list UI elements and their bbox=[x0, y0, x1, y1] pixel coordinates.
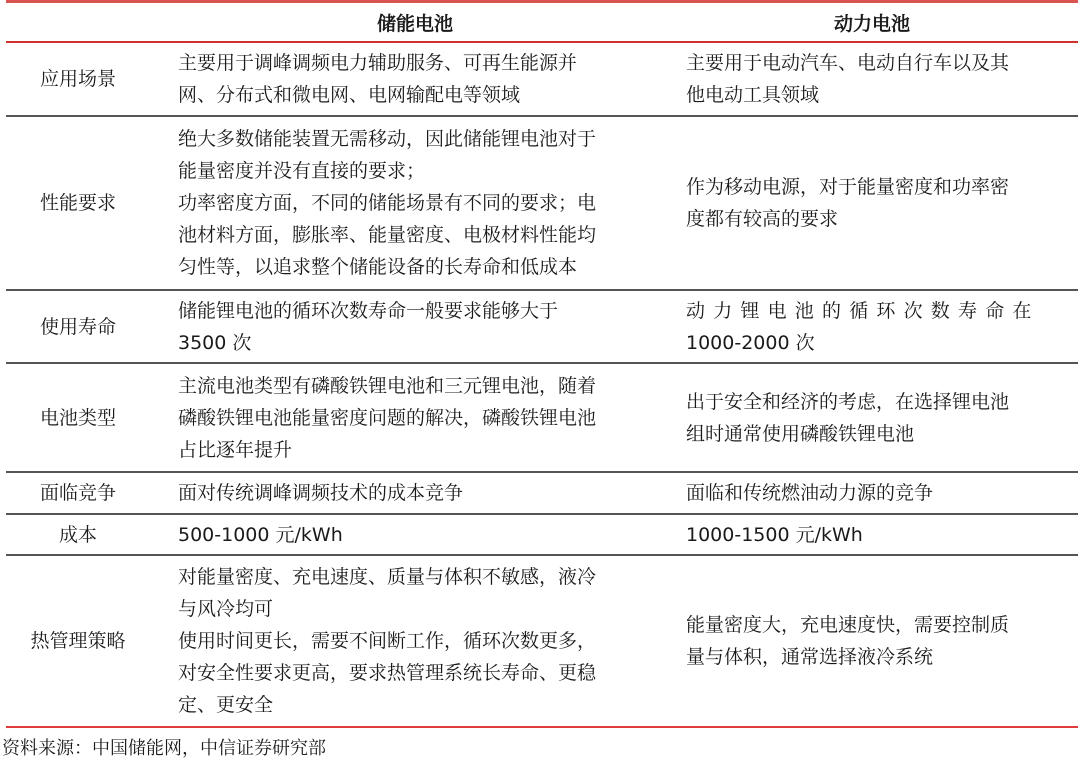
cell-text-line: 作为移动电源，对于能量密度和功率密 bbox=[686, 176, 1010, 198]
cell-text-line: 对安全性要求更高，要求热管理系统长寿命、更稳 bbox=[178, 662, 597, 684]
header-power-battery: 动力电池 bbox=[833, 12, 910, 35]
power-cell bbox=[666, 290, 1078, 363]
storage-cell bbox=[164, 116, 666, 290]
cell-text-line: 储能锂电池的循环次数寿命一般要求能够大于 bbox=[178, 299, 559, 322]
cell-text-line: 1000-2000 次 bbox=[686, 331, 815, 354]
cell-text-line: 使用时间更长，需要不间断工作，循环次数更多， bbox=[178, 630, 597, 652]
cell-text-line: 面对传统调峰调频技术的成本竞争 bbox=[178, 482, 464, 504]
row-label: 成本 bbox=[58, 523, 97, 546]
table-row-cost bbox=[6, 514, 1078, 555]
header-storage-battery: 储能电池 bbox=[376, 12, 453, 35]
table-row-performance bbox=[6, 116, 1078, 290]
cell-text-line: 组时通常使用磷酸铁锂电池 bbox=[686, 422, 915, 445]
row-label: 电池类型 bbox=[39, 406, 116, 429]
cell-text-line: 磷酸铁锂电池能量密度问题的解决，磷酸铁锂电池 bbox=[178, 406, 597, 429]
cell-text-line: 能量密度大，充电速度快，需要控制质 bbox=[686, 614, 1010, 636]
storage-cell bbox=[164, 290, 666, 363]
cell-text-line: 他电动工具领域 bbox=[686, 84, 820, 106]
storage-cell bbox=[164, 555, 666, 727]
cell-text-line: 匀性等，以追求整个储能设备的长寿命和低成本 bbox=[178, 256, 578, 278]
cell-text-line: 与风冷均可 bbox=[178, 598, 274, 620]
battery-comparison-table bbox=[6, 0, 1078, 728]
cell-text-line: 功率密度方面，不同的储能场景有不同的要求；电 bbox=[178, 192, 597, 214]
cell-text-line: 主要用于调峰调频电力辅助服务、可再生能源并 bbox=[178, 52, 578, 74]
row-label: 性能要求 bbox=[39, 192, 116, 214]
power-cell bbox=[666, 555, 1078, 727]
cell-text-line: 对能量密度、充电速度、质量与体积不敏感，液冷 bbox=[178, 566, 597, 588]
cell-text-line: 动力锂电池的循环次数寿命在 bbox=[686, 299, 1040, 322]
cell-text-line: 3500 次 bbox=[178, 331, 252, 354]
table-row-competition bbox=[6, 472, 1078, 514]
table-row-lifespan bbox=[6, 290, 1078, 363]
storage-cell bbox=[164, 363, 666, 472]
storage-cell bbox=[164, 472, 666, 514]
cell-text-line: 绝大多数储能装置无需移动，因此储能锂电池对于 bbox=[178, 128, 597, 150]
cell-text-line: 主流电池类型有磷酸铁锂电池和三元锂电池，随着 bbox=[178, 374, 597, 397]
storage-cell bbox=[164, 514, 666, 555]
cell-text-line: 能量密度并没有直接的要求； bbox=[178, 160, 426, 182]
table-row-application bbox=[6, 42, 1078, 116]
cell-text-line: 度都有较高的要求 bbox=[686, 208, 839, 230]
row-label: 面临竞争 bbox=[39, 482, 116, 504]
cell-text-line: 面临和传统燃油动力源的竞争 bbox=[686, 482, 934, 504]
row-label: 使用寿命 bbox=[39, 315, 116, 338]
table-header bbox=[6, 2, 1078, 43]
header-label-column bbox=[6, 2, 164, 43]
source-note: 资料来源：中国储能网，中信证券研究部 bbox=[2, 738, 326, 759]
comparison-table-container bbox=[6, 0, 1078, 728]
row-label: 应用场景 bbox=[39, 68, 116, 90]
cell-text-line: 占比逐年提升 bbox=[178, 438, 293, 461]
cell-text-line: 池材料方面，膨胀率、能量密度、电极材料性能均 bbox=[178, 224, 597, 246]
table-row-battery-type bbox=[6, 363, 1078, 472]
cell-text-line: 量与体积，通常选择液冷系统 bbox=[686, 646, 934, 668]
cell-text-line: 1000-1500 元/kWh bbox=[686, 523, 863, 546]
header-row bbox=[6, 2, 1078, 43]
row-label: 热管理策略 bbox=[30, 630, 126, 652]
power-cell bbox=[666, 363, 1078, 472]
cell-text-line: 主要用于电动汽车、电动自行车以及其 bbox=[686, 52, 1010, 74]
power-cell bbox=[666, 116, 1078, 290]
power-cell bbox=[666, 472, 1078, 514]
storage-cell bbox=[164, 42, 666, 116]
table-body bbox=[6, 42, 1078, 727]
cell-text-line: 网、分布式和微电网、电网输配电等领域 bbox=[178, 84, 521, 106]
cell-text-line: 定、更安全 bbox=[178, 694, 274, 716]
cell-text-line: 出于安全和经济的考虑，在选择锂电池 bbox=[686, 390, 1010, 413]
table-row-thermal-management bbox=[6, 555, 1078, 727]
cell-text-line: 500-1000 元/kWh bbox=[178, 523, 343, 546]
power-cell bbox=[666, 514, 1078, 555]
power-cell bbox=[666, 42, 1078, 116]
